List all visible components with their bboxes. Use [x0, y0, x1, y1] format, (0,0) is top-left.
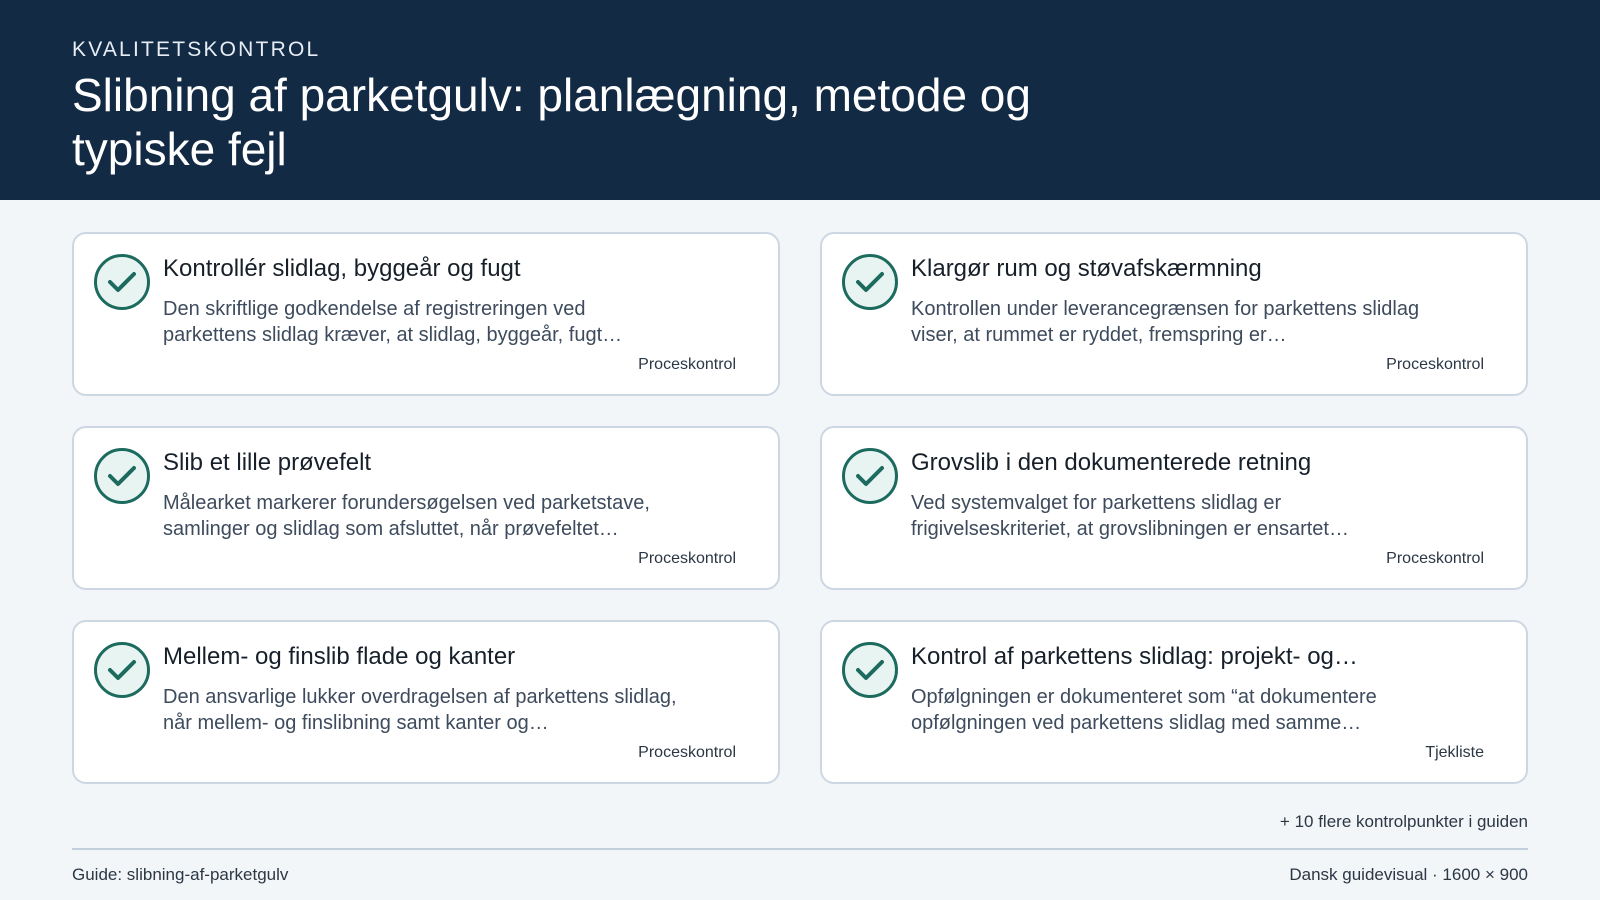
page-header — [0, 0, 1600, 200]
checkpoint-description: Kontrollen under leverancegrænsen for parkettens slidlag viser, at rummet er ryddet, fremspring er… — [911, 298, 1420, 346]
checkpoint-description: Ved systemvalget for parkettens slidlag er frigivelseskriteriet, at grovslibningen er ensartet… — [911, 492, 1349, 540]
checkpoint-description: Målearket markerer forundersøgelsen ved parketstave, samlinger og slidlag som afsluttet, når prøvefeltet… — [163, 492, 650, 540]
checkpoint-card[interactable] — [820, 620, 1528, 784]
eyebrow-label: KVALITETSKONTROL — [72, 38, 321, 61]
checkpoint-title: Kontrollér slidlag, byggeår og fugt — [163, 255, 521, 282]
checkpoint-tag: Proceskontrol — [638, 744, 736, 761]
check-circle-icon — [842, 448, 898, 504]
checkpoint-description: Den skriftlige godkendelse af registreringen ved parkettens slidlag kræver, at slidlag, byggeår, fugt… — [163, 298, 623, 346]
check-circle-icon — [94, 254, 150, 310]
checkpoint-card[interactable] — [820, 232, 1528, 396]
checkpoint-title: Mellem- og finslib flade og kanter — [163, 643, 516, 670]
more-checkpoints-link[interactable]: + 10 flere kontrolpunkter i guiden — [1279, 812, 1528, 831]
checkpoint-tag: Tjekliste — [1425, 744, 1484, 761]
checkpoint-title: Kontrol af parkettens slidlag: projekt- og… — [911, 643, 1358, 670]
checkpoint-card[interactable] — [72, 620, 780, 784]
checkpoint-tag: Proceskontrol — [1386, 356, 1484, 373]
checkpoint-description: Opfølgningen er dokumenteret som “at dokumentere opfølgningen ved parkettens slidlag med samme… — [911, 686, 1377, 734]
page-title: Slibning af parketgulv: planlægning, metode og typiske fejl — [72, 69, 1031, 175]
checkpoint-description: Den ansvarlige lukker overdragelsen af parkettens slidlag, når mellem- og finslibning samt kanter og… — [163, 686, 677, 734]
checkpoint-grid — [72, 232, 1528, 784]
checkpoint-title: Klargør rum og støvafskærmning — [911, 255, 1262, 282]
footer-guide-label: Guide: slibning-af-parketgulv — [72, 865, 289, 884]
checkpoint-card[interactable] — [72, 426, 780, 590]
checkpoint-title: Slib et lille prøvefelt — [163, 449, 372, 476]
check-circle-icon — [94, 642, 150, 698]
footer-divider — [72, 848, 1528, 850]
check-circle-icon — [842, 642, 898, 698]
checkpoint-card[interactable] — [820, 426, 1528, 590]
checkpoint-title: Grovslib i den dokumenterede retning — [911, 449, 1312, 476]
checkpoint-tag: Proceskontrol — [1386, 550, 1484, 567]
footer-meta-label: Dansk guidevisual · 1600 × 900 — [1289, 865, 1528, 884]
checkpoint-tag: Proceskontrol — [638, 550, 736, 567]
check-circle-icon — [94, 448, 150, 504]
check-circle-icon — [842, 254, 898, 310]
checkpoint-tag: Proceskontrol — [638, 356, 736, 373]
checkpoint-card[interactable] — [72, 232, 780, 396]
